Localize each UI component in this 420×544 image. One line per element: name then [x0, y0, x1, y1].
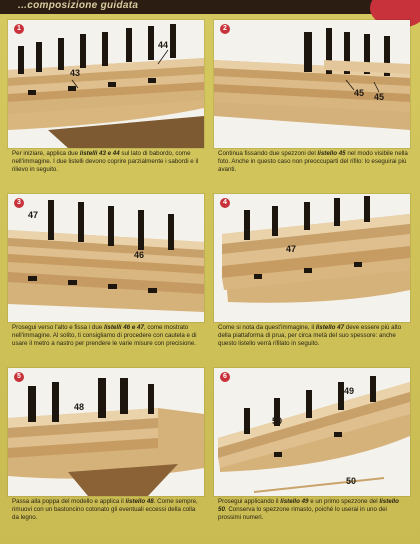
step-number-badge: 5 — [14, 372, 24, 382]
step-photo-1 — [8, 20, 204, 148]
caption-text: deve essere più alto della piattaforma di prua, per circa metà del suo spessore: anche questo listello verrà rifilato in seguito. — [218, 324, 402, 347]
caption-text: Prosegui applicando il — [218, 498, 281, 505]
hull-illustration-1 — [8, 20, 204, 148]
caption-text: sul lato di babordo, come nell'immagine. I due listelli devono coprire parzialmente i sabordi e il rilievo in seguito. — [12, 150, 199, 173]
step-photo-6 — [214, 368, 410, 496]
caption-text: Passa alla poppa del modello e applica il — [12, 498, 126, 505]
caption-part-number: listelli 46 e 47 — [103, 324, 144, 331]
callout-label: 47 — [28, 210, 39, 220]
hull-illustration-5 — [8, 368, 204, 496]
step-panel-5 — [8, 368, 204, 538]
step-caption-6 — [218, 498, 408, 522]
step-number-badge: 1 — [14, 24, 24, 34]
step-caption-3 — [12, 324, 202, 348]
caption-text: . Conserva lo spezzone rimasto, poiché lo userai in uno dei prossimi numeri. — [218, 506, 387, 521]
caption-text: , come mostrato nell'immagine. Al solito, ti consigliamo di procedere con cautela e di usare il metro a nastro per prendere le varie misure con precisione. — [12, 324, 197, 347]
header-strip — [0, 0, 420, 14]
step-panel-3 — [8, 194, 204, 364]
caption-part-number: listello 48 — [125, 498, 154, 505]
callout-label: 44 — [158, 40, 169, 50]
caption-text: . Come sempre, rimuovi con un bastoncino cotonato gli eventuali eccessi della colla da legno. — [12, 498, 198, 521]
step-photo-2 — [214, 20, 410, 148]
step-photo-5 — [8, 368, 204, 496]
page-header-title: ...composizione guidata — [18, 0, 139, 11]
caption-part-number: listelli 43 e 44 — [79, 150, 120, 157]
step-caption-5 — [12, 498, 202, 522]
step-photo-3 — [8, 194, 204, 322]
caption-text: e un primo spezzone del — [308, 498, 380, 505]
callout-label: 47 — [286, 244, 297, 254]
step-caption-4 — [218, 324, 408, 348]
callout-label: 50 — [272, 416, 283, 426]
caption-text: nel modo visibile nella foto. Anche in questo caso non preoccuparti del rifilo: lo eseguirai più avanti. — [218, 150, 408, 173]
caption-part-number: listello 45 — [317, 150, 346, 157]
step-panel-6 — [214, 368, 410, 538]
hull-illustration-2 — [214, 20, 410, 148]
callout-label: 46 — [134, 250, 145, 260]
step-number-badge: 6 — [220, 372, 230, 382]
caption-part-number: listello 50 — [218, 498, 399, 513]
callout-label: 45 — [354, 88, 365, 98]
callout-label: 43 — [70, 68, 81, 78]
step-panel-4 — [214, 194, 410, 364]
hull-illustration-4 — [214, 194, 410, 322]
callout-label: 50 — [346, 476, 357, 486]
callout-label: 49 — [344, 386, 355, 396]
hull-illustration-6 — [214, 368, 410, 496]
callout-label: 45 — [374, 92, 385, 102]
caption-text: Per iniziare, applica due — [12, 150, 80, 157]
step-caption-1 — [12, 150, 202, 174]
caption-text: Come si nota da quest'immagine, il — [218, 324, 316, 331]
callout-label: 48 — [74, 402, 85, 412]
step-number-badge: 3 — [14, 198, 24, 208]
caption-part-number: listello 47 — [315, 324, 345, 331]
step-number-badge: 4 — [220, 198, 230, 208]
step-caption-2 — [218, 150, 408, 174]
step-panel-1 — [8, 20, 204, 190]
step-panel-2 — [214, 20, 410, 190]
caption-part-number: listello 49 — [280, 498, 309, 505]
caption-text: Prosegui verso l'alto e fissa i due — [12, 324, 104, 331]
step-photo-4 — [214, 194, 410, 322]
caption-text: Continua fissando due spezzoni del — [218, 150, 318, 157]
step-number-badge: 2 — [220, 24, 230, 34]
